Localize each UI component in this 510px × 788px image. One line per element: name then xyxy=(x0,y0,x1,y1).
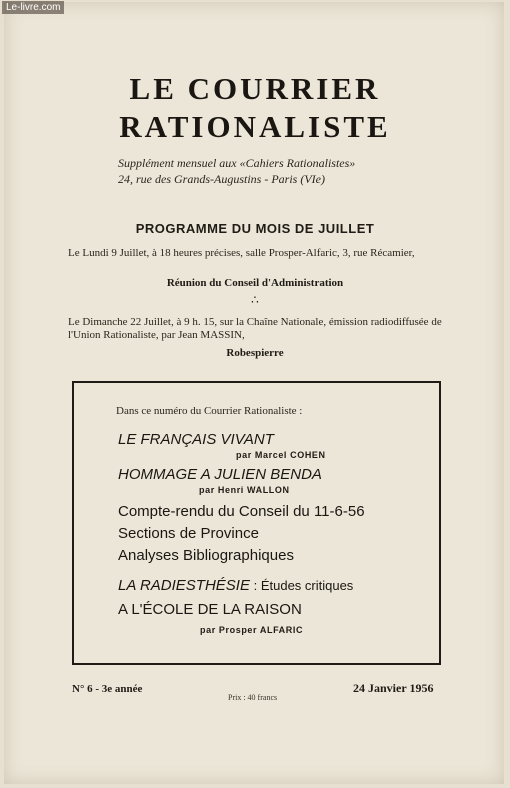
contents-author-cohen: par Marcel COHEN xyxy=(236,450,326,460)
subtitle-address: 24, rue des Grands-Augustins - Paris (VIe) xyxy=(118,172,325,186)
contents-author-wallon: par Henri WALLON xyxy=(199,485,290,495)
watermark: Le-livre.com xyxy=(2,1,64,14)
contents-item-francais-vivant: LE FRANÇAIS VIVANT xyxy=(118,431,274,448)
contents-item-compte-rendu: Compte-rendu du Conseil du 11-6-56 xyxy=(118,503,365,520)
subtitle-line-1: Supplément mensuel aux «Cahiers Rationalistes» xyxy=(118,156,356,170)
contents-item-hommage-benda: HOMMAGE A JULIEN BENDA xyxy=(118,466,322,483)
issue-number: N° 6 - 3e année xyxy=(72,683,143,695)
masthead-line-1: LE COURRIER xyxy=(129,71,381,106)
contents-item-radiesthesie-sub: : Études critiques xyxy=(249,578,354,593)
contents-item-sections: Sections de Province xyxy=(118,525,259,542)
contents-intro: Dans ce numéro du Courrier Rationaliste : xyxy=(116,405,303,417)
masthead-line-2: RATIONALISTE xyxy=(119,109,391,144)
programme-title: PROGRAMME DU MOIS DE JUILLET xyxy=(135,221,375,236)
contents-item-radiesthesie-title: LA RADIESTHÉSIE xyxy=(118,577,250,594)
contents-author-alfaric: par Prosper ALFARIC xyxy=(200,625,304,635)
separator-symbol: ∴ xyxy=(251,293,259,307)
programme-paragraph-1: Le Lundi 9 Juillet, à 18 heures précises, salle Prosper-Alfaric, 3, rue Récamier, xyxy=(68,247,415,259)
contents-item-analyses: Analyses Bibliographiques xyxy=(118,547,294,564)
contents-box xyxy=(72,381,441,665)
issue-date: 24 Janvier 1956 xyxy=(353,681,434,695)
contents-item-radiesthesie xyxy=(118,577,353,594)
contents-item-ecole-raison: A L'ÉCOLE DE LA RAISON xyxy=(118,601,302,618)
price: Prix : 40 francs xyxy=(228,693,278,702)
programme-paragraph-2: Le Dimanche 22 Juillet, à 9 h. 15, sur la Chaîne Nationale, émission radiodiffusée de l'Union Rationaliste, par Jean MASSIN, xyxy=(68,316,442,341)
programme-event-2: Robespierre xyxy=(226,347,284,359)
programme-event-1: Réunion du Conseil d'Administration xyxy=(166,277,344,289)
